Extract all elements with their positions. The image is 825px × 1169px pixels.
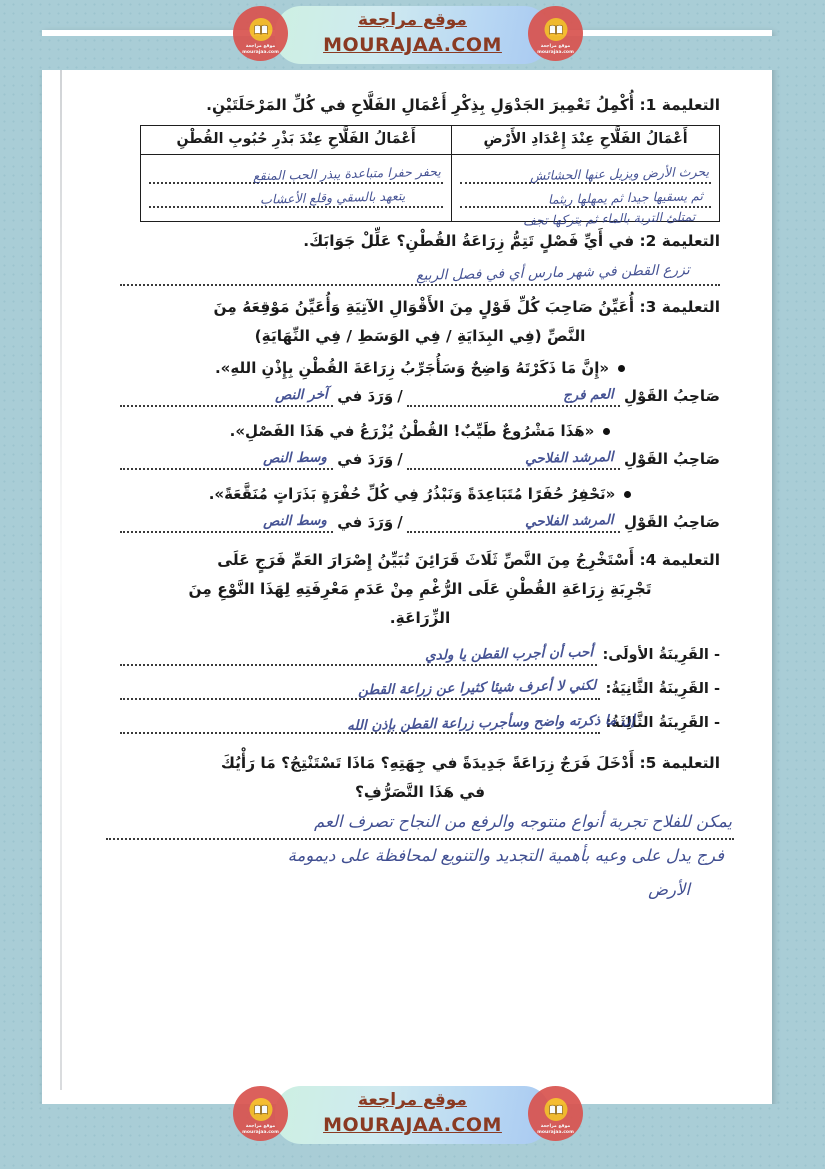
handwritten-answer: إن ما ذكرته واضح وسأجرب زراعة القطن بإذن الله: [346, 711, 635, 735]
instruction-3-text-line2: النَّصِّ (فِي البِدَايَةِ / فِي الوَسَطِ / فِي النِّهَايَةِ): [254, 327, 586, 345]
instruction-5-text-line2: في هَذَا التَّصَرُّفِ؟: [354, 783, 486, 801]
instruction-5-answer-area[interactable]: [120, 812, 732, 928]
instruction-2-answer-line[interactable]: [120, 258, 720, 286]
index-answer-slot-2[interactable]: [120, 676, 600, 700]
instruction-1: [120, 92, 720, 119]
speaker-answer-slot[interactable]: [407, 509, 620, 533]
table-header-preparing-land: أَعْمَالُ الفَلَّاحِ عِنْدَ إِعْدَادِ الأَرْضِ: [452, 126, 720, 155]
quote-attribution-3: [120, 509, 720, 533]
position-label: وَرَدَ في: [337, 387, 394, 405]
index-row-3: [120, 710, 720, 734]
instruction-4-text-line3: الزِّرَاعَةِ.: [389, 609, 451, 627]
banner-arabic-title: موقع مراجعة: [358, 10, 467, 30]
table-header-sowing-seeds: أَعْمَالُ الفَلَّاحِ عِنْدَ بَذْرِ حُبُوبِ القُطْنِ: [141, 126, 452, 155]
banner-domain-link[interactable]: MOURAJAA.COM: [323, 1114, 502, 1136]
quote-attribution-2: [120, 446, 720, 470]
book-icon: [249, 1098, 272, 1121]
dotted-line: [149, 182, 443, 184]
speaker-label: صَاحِبُ القَوْلِ: [623, 387, 720, 405]
banner-arabic-title: موقع مراجعة: [358, 1090, 467, 1110]
instruction-2-lead: التعليمة 2:: [639, 232, 720, 250]
quote-text: «إِنَّ مَا ذَكَرْتَهُ وَاضِحٌ وَسَأُجَرِّبُ زِرَاعَةَ القُطْنِ بِإِذْنِ اللهِ».: [214, 359, 610, 377]
table-row: [141, 155, 720, 222]
quote-item-2: [120, 419, 720, 470]
instruction-4-line3-wrap: [120, 605, 720, 632]
instruction-5-lead: التعليمة 5:: [639, 754, 720, 772]
handwritten-answer: ثم يسقيها جيدا ثم يمهلها ريثما: [547, 188, 704, 207]
banner-text-block: [275, 8, 550, 57]
speaker-answer-slot[interactable]: [407, 383, 620, 407]
handwritten-answer: آخر النص: [274, 386, 328, 404]
quote-item-3: [120, 482, 720, 533]
logo-caption-domain: mourajaa.com: [242, 1129, 279, 1135]
farmer-tasks-table: [140, 125, 720, 229]
index-answer-slot-1[interactable]: [120, 642, 597, 666]
handwritten-answer: يحرث الأرض ويزيل عنها الحشائش: [529, 163, 710, 184]
separator: /: [397, 450, 403, 468]
instruction-3-lead: التعليمة 3:: [639, 298, 720, 316]
handwritten-answer: أحب أن أجرب القطن يا ولدي: [425, 644, 594, 664]
instruction-4-text-line2: تَجْرِبَةِ زِرَاعَةِ القُطْنِ عَلَى الرُّغْمِ مِنْ عَدَمِ مَعْرِفَتِهِ لِهَذَا النَّوْعِ مِنَ: [188, 580, 652, 598]
logo-caption-arabic: موقع مراجعة: [540, 1124, 571, 1129]
bullet-icon: [618, 365, 625, 372]
handwritten-answer: يحفر حفرا متباعدة يبذر الحب المنقع: [253, 163, 442, 184]
dotted-line: [149, 206, 443, 208]
instruction-4-lead: التعليمة 4:: [639, 551, 720, 569]
instruction-4-text-line1: أَسْتَخْرِجُ مِنَ النَّصِّ ثَلَاثَ قَرَائِنَ تُبَيِّنُ إِصْرَارَ العَمِّ فَرَجٍ عَلَى: [217, 551, 635, 569]
handwritten-answer: لكني لا أعرف شيئا كثيرا عن زراعة القطن: [358, 677, 597, 699]
quote-text: «هَذَا مَشْرُوعٌ طَيِّبٌ! القُطْنُ يُزْرَعُ في هَذَا الفَصْلِ».: [229, 422, 595, 440]
quote-item-1: [120, 356, 720, 407]
instruction-3: [120, 294, 720, 321]
instruction-2: [120, 228, 720, 255]
worksheet-content: [120, 92, 732, 928]
quote-text: «نَحْفِرُ حُفَرًا مُتَبَاعِدَةً وَنَبْذُرُ فِي كُلِّ حُفْرَةٍ بَذَرَاتٍ مُنَقَّعَةً».: [208, 485, 616, 503]
index-label-2: القَرِينَةُ الثَّانِيَةُ:: [605, 680, 709, 697]
quote-list: [120, 356, 720, 533]
instruction-2-text: في أَيِّ فَصْلٍ تَتِمُّ زِرَاعَةُ القُطْنِ؟ عَلِّلْ جَوَابَكَ.: [303, 232, 635, 250]
index-answer-slot-3[interactable]: [120, 710, 635, 735]
index-label-3: القَرِينَةُ الثَّالِثَةُ:: [605, 714, 709, 731]
logo-caption-domain: mourajaa.com: [537, 1129, 574, 1135]
handwritten-answer: تزرع القطن في شهر مارس أي في فصل الربيع: [416, 262, 691, 284]
position-label: وَرَدَ في: [337, 450, 394, 468]
instruction-5: [120, 750, 720, 777]
index-row-2: [120, 676, 720, 700]
logo-caption-arabic: موقع مراجعة: [245, 1124, 276, 1129]
instruction-5-text-line1: أَدْخَلَ فَرَجٌ زِرَاعَةً جَدِيدَةً في جِهَتِهِ؟ مَاذَا تَسْتَنْتِجُ؟ مَا رَأْيُكَ: [220, 754, 635, 772]
handwritten-answer: العم فرج: [563, 386, 615, 404]
handwritten-answer: يمكن للفلاح تجربة أنواع منتوجه والرفع من النجاح تصرف العم: [314, 812, 732, 831]
speaker-label: صَاحِبُ القَوْلِ: [623, 513, 720, 531]
logo-caption-domain: mourajaa.com: [537, 49, 574, 55]
banner-domain-link[interactable]: MOURAJAA.COM: [323, 34, 502, 56]
site-banner-top: [0, 0, 825, 70]
separator: /: [397, 387, 403, 405]
instruction-3-text-line2-wrap: [120, 323, 720, 350]
dotted-line: [460, 182, 711, 184]
site-banner-bottom: [0, 1080, 825, 1150]
instruction-3-text-line1: أُعَيِّنُ صَاحِبَ كُلِّ قَوْلٍ مِنَ الأَقْوَالِ الآتِيَةِ وَأُعَيِّنُ مَوْقِعَهُ مِنَ: [213, 298, 635, 316]
table-cell-preparing-land[interactable]: [452, 155, 720, 229]
handwritten-answer: تمتلئ التربة بالماء ثم يتركها تجف: [522, 208, 696, 229]
quote-attribution-1: [120, 383, 720, 407]
position-label: وَرَدَ في: [337, 513, 394, 531]
banner-text-block: [275, 1088, 550, 1137]
instruction-5-line2-wrap: [120, 779, 720, 806]
index-label-1: القَرِينَةُ الأولَى:: [602, 646, 709, 663]
instruction-4: [120, 547, 720, 574]
logo-caption-arabic: موقع مراجعة: [245, 44, 276, 49]
speaker-label: صَاحِبُ القَوْلِ: [623, 450, 720, 468]
table-header-row: [141, 126, 720, 155]
quote-row: [120, 356, 720, 381]
position-answer-slot[interactable]: [120, 509, 333, 533]
index-row-1: [120, 642, 720, 666]
position-answer-slot[interactable]: [120, 446, 333, 470]
bullet-icon: [624, 491, 631, 498]
dash-marker: -: [713, 714, 720, 731]
instruction-1-text: أُكْمِلُ تَعْمِيرَ الجَدْوَلِ بِذِكْرِ أَعْمَالِ الفَلَّاحِ في كُلِّ المَرْحَلَتَيْنِ.: [206, 96, 635, 114]
logo-caption-arabic: موقع مراجعة: [540, 44, 571, 49]
handwritten-answer: وسط النص: [263, 512, 328, 530]
dotted-line: [106, 838, 734, 840]
handwritten-answer: وسط النص: [263, 449, 328, 467]
bullet-icon: [603, 428, 610, 435]
dotted-line: [460, 206, 711, 208]
handwritten-answer: المرشد الفلاحي: [525, 512, 615, 530]
handwritten-answer: يتعهد بالسقي وقلع الأعشاب: [259, 188, 406, 207]
dash-marker: -: [713, 646, 720, 663]
quote-row: [120, 482, 720, 507]
handwritten-answer: المرشد الفلاحي: [525, 449, 615, 467]
handwritten-answer: الأرض: [648, 880, 690, 899]
position-answer-slot[interactable]: [120, 383, 333, 407]
dash-marker: -: [713, 680, 720, 697]
instruction-4-line2-wrap: [120, 576, 720, 603]
instruction-1-lead: التعليمة 1:: [639, 96, 720, 114]
worksheet-page: [42, 30, 772, 1135]
handwritten-answer: فرج يدل على وعيه بأهمية التجديد والتنويع لمحافظة على ديمومة: [287, 846, 724, 865]
separator: /: [397, 513, 403, 531]
book-icon: [249, 18, 272, 41]
quote-row: [120, 419, 720, 444]
speaker-answer-slot[interactable]: [407, 446, 620, 470]
table-cell-sowing-seeds[interactable]: [141, 155, 452, 222]
logo-caption-domain: mourajaa.com: [242, 49, 279, 55]
